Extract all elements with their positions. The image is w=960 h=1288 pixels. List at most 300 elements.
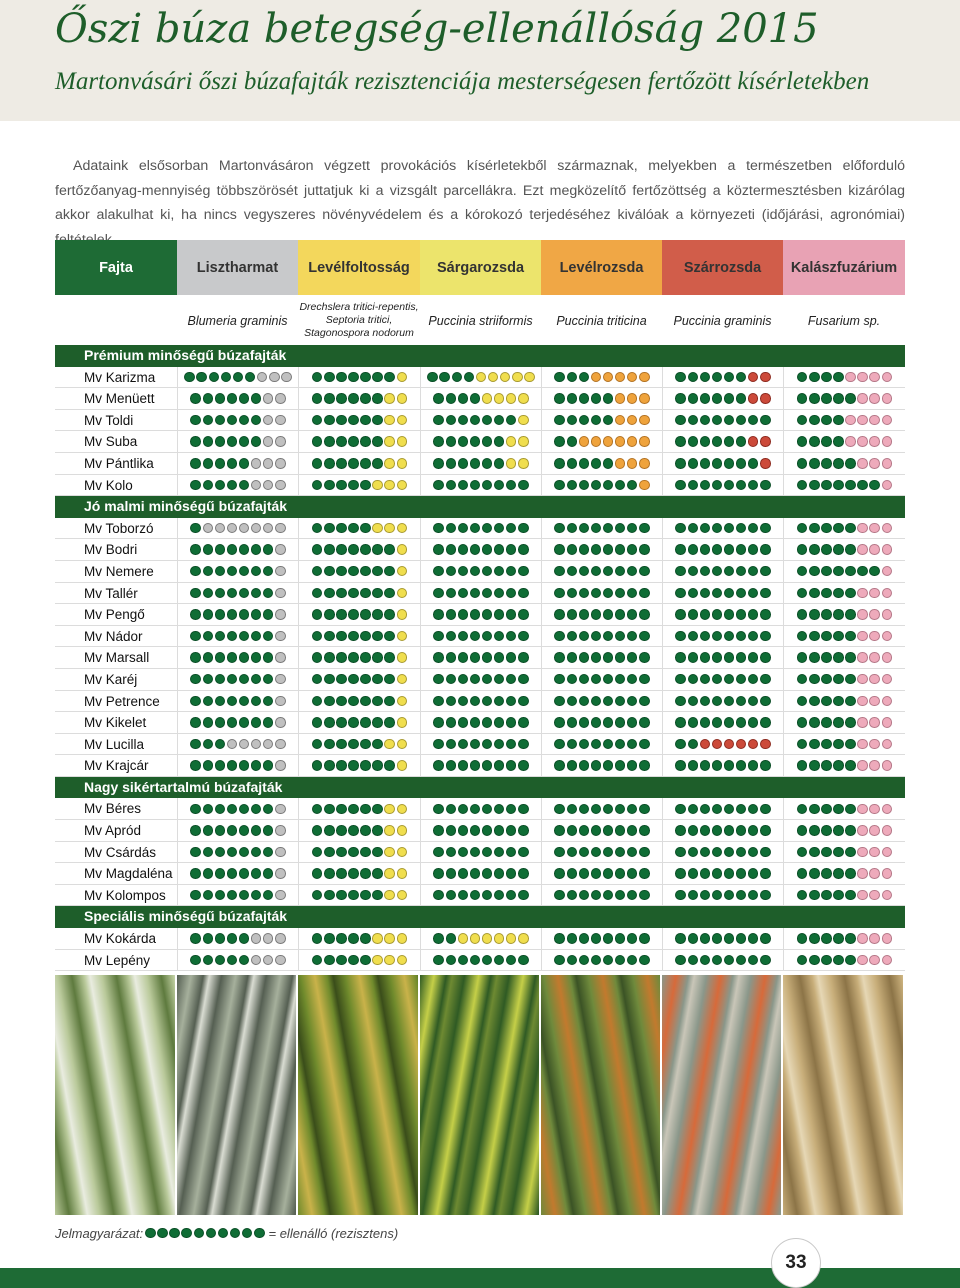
rating-dot xyxy=(506,652,517,663)
rating-dot xyxy=(700,933,711,944)
rating-dot xyxy=(397,544,408,555)
rating-dot xyxy=(482,847,493,858)
rating-dot xyxy=(360,544,371,555)
rating-cell xyxy=(662,561,783,583)
rating-dot xyxy=(809,760,820,771)
rating-dot xyxy=(312,717,323,728)
rating-dot xyxy=(857,868,868,879)
rating-cell xyxy=(420,842,541,864)
rating-cell xyxy=(541,583,662,605)
rating-dot xyxy=(348,480,359,491)
rating-dot xyxy=(857,674,868,685)
rating-dot xyxy=(458,458,469,469)
rating-dot xyxy=(882,674,893,685)
rating-dot xyxy=(675,393,686,404)
rating-dot xyxy=(336,544,347,555)
rating-dot xyxy=(242,1228,253,1239)
rating-dot xyxy=(869,458,880,469)
rating-dot xyxy=(482,436,493,447)
variety-name: Mv Kolo xyxy=(55,475,177,497)
rating-dot xyxy=(372,674,383,685)
rating-dot xyxy=(712,523,723,534)
rating-cell xyxy=(541,431,662,453)
rating-dot xyxy=(627,717,638,728)
rating-dot xyxy=(209,372,220,383)
rating-dot xyxy=(312,393,323,404)
variety-name: Mv Pengő xyxy=(55,604,177,626)
rating-dot xyxy=(869,609,880,620)
rating-dot xyxy=(748,523,759,534)
rating-dot xyxy=(348,933,359,944)
disease-photos xyxy=(55,975,905,1215)
rating-dot xyxy=(324,760,335,771)
rating-dot xyxy=(845,523,856,534)
rating-dot xyxy=(554,739,565,750)
rating-dot xyxy=(857,955,868,966)
rating-dot xyxy=(324,652,335,663)
rating-dot xyxy=(688,631,699,642)
rating-dot xyxy=(384,652,395,663)
rating-dot xyxy=(567,393,578,404)
rating-dot xyxy=(882,415,893,426)
rating-dot xyxy=(845,739,856,750)
rating-dot xyxy=(227,652,238,663)
rating-dot xyxy=(203,588,214,599)
rating-dot xyxy=(384,523,395,534)
rating-dot xyxy=(797,523,808,534)
rating-cell xyxy=(541,518,662,540)
rating-dot xyxy=(203,696,214,707)
rating-dot xyxy=(227,847,238,858)
rating-dot xyxy=(348,825,359,836)
rating-cell xyxy=(177,669,298,691)
rating-cell xyxy=(783,885,905,907)
rating-dot xyxy=(324,415,335,426)
rating-dot xyxy=(384,868,395,879)
rating-dot xyxy=(397,804,408,815)
rating-dot xyxy=(263,588,274,599)
rating-dot xyxy=(554,631,565,642)
rating-dot xyxy=(760,804,771,815)
rating-dot xyxy=(494,868,505,879)
rating-dot xyxy=(372,933,383,944)
rating-dot xyxy=(821,847,832,858)
rating-cell xyxy=(662,518,783,540)
table-row xyxy=(55,734,905,756)
rating-cell xyxy=(420,647,541,669)
rating-dot xyxy=(615,372,626,383)
rating-cell xyxy=(783,820,905,842)
rating-dot xyxy=(190,717,201,728)
rating-dot xyxy=(857,523,868,534)
rating-cell xyxy=(177,453,298,475)
variety-name: Mv Krajcár xyxy=(55,755,177,777)
rating-dot xyxy=(736,458,747,469)
pathogen-name: Puccinia graminis xyxy=(673,313,772,328)
rating-dot xyxy=(845,631,856,642)
rating-dot xyxy=(384,804,395,815)
rating-dot xyxy=(591,566,602,577)
rating-dot xyxy=(882,372,893,383)
rating-dot xyxy=(372,393,383,404)
rating-dot xyxy=(688,372,699,383)
rating-dot xyxy=(833,739,844,750)
rating-cell xyxy=(662,885,783,907)
rating-dot xyxy=(251,717,262,728)
rating-dot xyxy=(384,739,395,750)
rating-dot xyxy=(724,631,735,642)
rating-dot xyxy=(869,933,880,944)
rating-dot xyxy=(700,436,711,447)
rating-dot xyxy=(203,631,214,642)
table-row xyxy=(55,669,905,691)
pathogen-name: Puccinia striiformis xyxy=(428,313,533,328)
rating-dot xyxy=(567,631,578,642)
rating-dot xyxy=(263,523,274,534)
rating-dot xyxy=(433,674,444,685)
rating-cell xyxy=(177,691,298,713)
rating-dot xyxy=(203,544,214,555)
rating-dot xyxy=(372,652,383,663)
rating-dot xyxy=(700,760,711,771)
rating-dot xyxy=(518,717,529,728)
rating-dot xyxy=(458,523,469,534)
rating-dot xyxy=(324,372,335,383)
rating-dot xyxy=(433,480,444,491)
rating-dot xyxy=(470,393,481,404)
rating-dot xyxy=(524,372,535,383)
rating-dot xyxy=(506,480,517,491)
rating-dot xyxy=(360,825,371,836)
rating-dot xyxy=(145,1228,156,1239)
rating-dot xyxy=(615,825,626,836)
rating-dot xyxy=(760,372,771,383)
rating-dot xyxy=(348,523,359,534)
rating-dot xyxy=(700,480,711,491)
rating-dot xyxy=(869,955,880,966)
rating-dot xyxy=(372,523,383,534)
rating-dot xyxy=(821,933,832,944)
rating-dot xyxy=(579,955,590,966)
rating-dot xyxy=(494,674,505,685)
rating-dot xyxy=(736,544,747,555)
rating-dot xyxy=(397,609,408,620)
rating-dot xyxy=(615,955,626,966)
rating-dot xyxy=(275,631,286,642)
rating-dot xyxy=(579,674,590,685)
column-header: Levélfoltosság xyxy=(298,240,420,295)
rating-dot xyxy=(797,609,808,620)
rating-dot xyxy=(518,652,529,663)
rating-dot xyxy=(809,588,820,599)
rating-dot xyxy=(627,847,638,858)
rating-dot xyxy=(446,868,457,879)
rating-dot xyxy=(336,372,347,383)
rating-dot xyxy=(675,955,686,966)
rating-dot xyxy=(433,739,444,750)
rating-dot xyxy=(312,739,323,750)
variety-name: Mv Csárdás xyxy=(55,842,177,864)
rating-dot xyxy=(688,588,699,599)
rating-dot xyxy=(869,717,880,728)
rating-dot xyxy=(251,393,262,404)
rating-dot xyxy=(227,890,238,901)
rating-dot xyxy=(476,372,487,383)
rating-dot xyxy=(433,458,444,469)
variety-name: Mv Menüett xyxy=(55,388,177,410)
rating-dot xyxy=(736,717,747,728)
rating-cell xyxy=(420,410,541,432)
rating-dot xyxy=(579,847,590,858)
rating-dot xyxy=(882,523,893,534)
rating-dot xyxy=(833,674,844,685)
rating-cell xyxy=(783,561,905,583)
rating-cell xyxy=(177,539,298,561)
rating-dot xyxy=(251,609,262,620)
rating-dot xyxy=(470,523,481,534)
rating-dot xyxy=(567,566,578,577)
rating-dot xyxy=(821,804,832,815)
rating-dot xyxy=(639,652,650,663)
rating-dot xyxy=(215,760,226,771)
rating-cell xyxy=(298,431,420,453)
rating-dot xyxy=(603,544,614,555)
rating-cell xyxy=(783,734,905,756)
rating-dot xyxy=(348,674,359,685)
rating-dot xyxy=(882,544,893,555)
rating-dot xyxy=(506,631,517,642)
rating-dot xyxy=(458,868,469,879)
rating-dot xyxy=(760,544,771,555)
rating-dot xyxy=(384,760,395,771)
rating-dot xyxy=(215,523,226,534)
rating-dot xyxy=(312,674,323,685)
rating-dot xyxy=(736,415,747,426)
rating-dot xyxy=(833,372,844,383)
rating-dot xyxy=(821,393,832,404)
rating-dot xyxy=(251,523,262,534)
rating-dot xyxy=(239,523,250,534)
rating-dot xyxy=(567,436,578,447)
rating-dot xyxy=(615,393,626,404)
rating-dot xyxy=(712,760,723,771)
table-row xyxy=(55,367,905,389)
rating-cell xyxy=(298,561,420,583)
table-row xyxy=(55,863,905,885)
rating-dot xyxy=(263,717,274,728)
rating-cell xyxy=(298,734,420,756)
rating-dot xyxy=(494,717,505,728)
pathogen-row xyxy=(55,295,905,346)
kalaszfuzarium-photo xyxy=(783,975,905,1215)
rating-dot xyxy=(251,804,262,815)
rating-dot xyxy=(736,631,747,642)
rating-cell xyxy=(662,453,783,475)
rating-dot xyxy=(506,393,517,404)
rating-dot xyxy=(797,588,808,599)
rating-dot xyxy=(603,393,614,404)
rating-dot xyxy=(203,436,214,447)
rating-dot xyxy=(372,609,383,620)
rating-cell xyxy=(298,453,420,475)
rating-dot xyxy=(239,436,250,447)
rating-dot xyxy=(324,825,335,836)
rating-dot xyxy=(518,415,529,426)
rating-dot xyxy=(845,393,856,404)
rating-dot xyxy=(203,415,214,426)
rating-dot xyxy=(324,955,335,966)
rating-dot xyxy=(675,717,686,728)
rating-dot xyxy=(384,415,395,426)
rating-dot xyxy=(251,588,262,599)
rating-dot xyxy=(797,847,808,858)
rating-dot xyxy=(554,609,565,620)
rating-dot xyxy=(263,674,274,685)
legend-text: = ellenálló (rezisztens) xyxy=(268,1225,399,1241)
rating-dot xyxy=(736,739,747,750)
rating-dot xyxy=(239,804,250,815)
rating-dot xyxy=(518,825,529,836)
rating-dot xyxy=(797,739,808,750)
rating-dot xyxy=(190,609,201,620)
rating-dot xyxy=(845,825,856,836)
rating-dot xyxy=(482,933,493,944)
rating-dot xyxy=(458,544,469,555)
rating-dot xyxy=(433,436,444,447)
lisztharmat-photo xyxy=(55,975,177,1215)
rating-dot xyxy=(458,674,469,685)
rating-cell xyxy=(783,453,905,475)
rating-dot xyxy=(324,804,335,815)
rating-dot xyxy=(470,696,481,707)
rating-dot xyxy=(857,436,868,447)
rating-dot xyxy=(869,566,880,577)
rating-dot xyxy=(675,372,686,383)
rating-dot xyxy=(215,609,226,620)
rating-dot xyxy=(494,804,505,815)
rating-dot xyxy=(579,393,590,404)
rating-dot xyxy=(336,566,347,577)
rating-dot xyxy=(348,566,359,577)
rating-dot xyxy=(446,652,457,663)
rating-dot xyxy=(482,588,493,599)
rating-dot xyxy=(821,436,832,447)
rating-dot xyxy=(227,544,238,555)
rating-dot xyxy=(336,674,347,685)
rating-dot xyxy=(275,804,286,815)
rating-dot xyxy=(554,480,565,491)
rating-dot xyxy=(712,415,723,426)
rating-dot xyxy=(724,652,735,663)
variety-name: Mv Kikelet xyxy=(55,712,177,734)
rating-dot xyxy=(506,760,517,771)
rating-dot xyxy=(675,933,686,944)
rating-dot xyxy=(712,372,723,383)
rating-dot xyxy=(639,890,650,901)
rating-dot xyxy=(869,847,880,858)
rating-cell xyxy=(662,798,783,820)
rating-dot xyxy=(446,760,457,771)
rating-dot xyxy=(845,933,856,944)
rating-dot xyxy=(372,566,383,577)
rating-cell xyxy=(662,863,783,885)
rating-dot xyxy=(215,674,226,685)
rating-dot xyxy=(760,436,771,447)
rating-dot xyxy=(230,1228,241,1239)
rating-dot xyxy=(190,847,201,858)
rating-dot xyxy=(821,652,832,663)
rating-dot xyxy=(336,609,347,620)
rating-dot xyxy=(736,523,747,534)
rating-dot xyxy=(215,588,226,599)
rating-dot xyxy=(470,825,481,836)
rating-dot xyxy=(712,739,723,750)
rating-dot xyxy=(760,458,771,469)
rating-dot xyxy=(506,955,517,966)
rating-dot xyxy=(579,436,590,447)
rating-cell xyxy=(420,820,541,842)
rating-dot xyxy=(579,523,590,534)
rating-dot xyxy=(554,393,565,404)
rating-dot xyxy=(372,415,383,426)
rating-dot xyxy=(603,955,614,966)
rating-dot xyxy=(797,674,808,685)
rating-dot xyxy=(615,609,626,620)
rating-cell xyxy=(298,798,420,820)
rating-dot xyxy=(458,652,469,663)
rating-dot xyxy=(591,868,602,879)
rating-dot xyxy=(700,393,711,404)
rating-dot xyxy=(324,717,335,728)
rating-dot xyxy=(494,847,505,858)
rating-dot xyxy=(688,480,699,491)
rating-dot xyxy=(882,631,893,642)
rating-cell xyxy=(541,885,662,907)
rating-dot xyxy=(712,825,723,836)
rating-dot xyxy=(748,393,759,404)
rating-dot xyxy=(360,696,371,707)
rating-dot xyxy=(384,717,395,728)
rating-dot xyxy=(675,588,686,599)
rating-dot xyxy=(446,566,457,577)
rating-dot xyxy=(833,955,844,966)
rating-cell xyxy=(177,950,298,972)
rating-dot xyxy=(397,696,408,707)
rating-dot xyxy=(603,890,614,901)
rating-dot xyxy=(821,696,832,707)
rating-dot xyxy=(760,739,771,750)
rating-dot xyxy=(639,523,650,534)
rating-dot xyxy=(360,458,371,469)
rating-dot xyxy=(809,955,820,966)
rating-dot xyxy=(882,393,893,404)
rating-dot xyxy=(190,804,201,815)
rating-dot xyxy=(239,566,250,577)
rating-dot xyxy=(579,933,590,944)
rating-dot xyxy=(458,955,469,966)
rating-dot xyxy=(591,609,602,620)
rating-dot xyxy=(336,890,347,901)
rating-dot xyxy=(458,804,469,815)
rating-dot xyxy=(239,890,250,901)
rating-dot xyxy=(809,436,820,447)
rating-dot xyxy=(627,480,638,491)
rating-dot xyxy=(227,760,238,771)
rating-dot xyxy=(458,890,469,901)
rating-dot xyxy=(869,588,880,599)
rating-dot xyxy=(712,674,723,685)
rating-cell xyxy=(541,561,662,583)
